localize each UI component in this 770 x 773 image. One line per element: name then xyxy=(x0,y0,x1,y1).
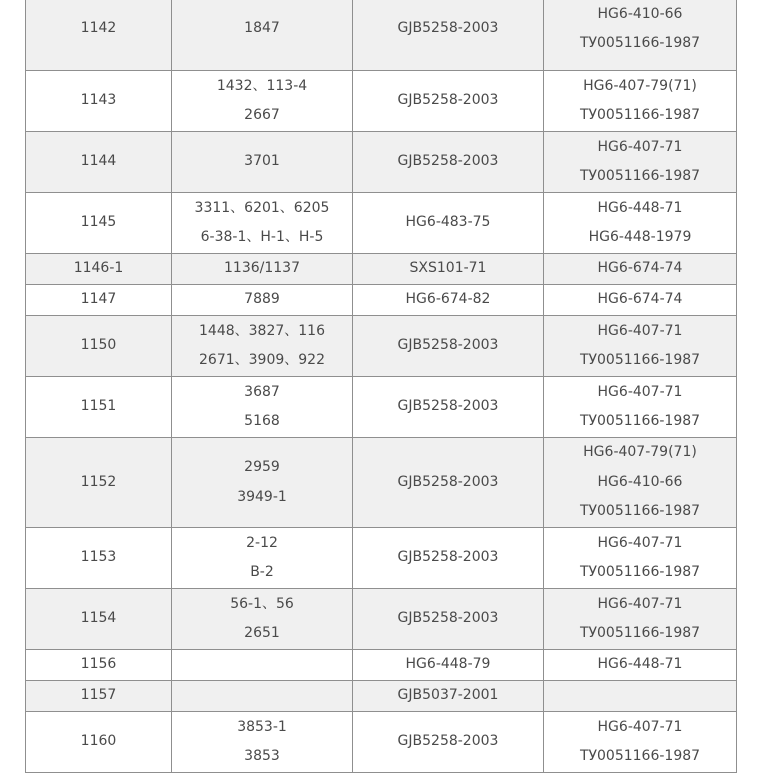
row-number: 1154 xyxy=(80,610,117,627)
table-row xyxy=(26,254,737,285)
grade-cell xyxy=(172,650,353,681)
reference-cell xyxy=(544,71,737,132)
standard-line: HG6-483-75 xyxy=(405,214,491,231)
standard-cell xyxy=(353,0,544,71)
reference-line: HG6-674-74 xyxy=(597,291,683,308)
standard-line: HG6-448-79 xyxy=(405,656,491,673)
row-number: 1147 xyxy=(80,291,117,308)
grade-cell xyxy=(172,681,353,712)
standard-line: GJB5258-2003 xyxy=(397,20,499,37)
standard-line: GJB5258-2003 xyxy=(397,473,499,490)
no-cell xyxy=(26,316,172,377)
reference-cell xyxy=(544,438,737,528)
reference-line: HG6-407-71 xyxy=(597,383,683,400)
standard-line: SXS101-71 xyxy=(409,260,487,277)
reference-line: HG6-674-74 xyxy=(597,260,683,277)
standard-cell xyxy=(353,71,544,132)
reference-cell xyxy=(544,377,737,438)
table-row xyxy=(26,132,737,193)
reference-cell xyxy=(544,193,737,254)
row-number: 1152 xyxy=(80,473,117,490)
grade-line: 2651 xyxy=(244,625,280,641)
table-row xyxy=(26,438,737,528)
standard-cell xyxy=(353,438,544,528)
grade-line: 2671、3909、922 xyxy=(199,352,325,368)
reference-line: HG6-407-79(71) xyxy=(583,77,697,94)
no-cell xyxy=(26,438,172,528)
row-number: 1142 xyxy=(80,20,117,37)
reference-line: HG6-407-71 xyxy=(597,322,683,339)
no-cell xyxy=(26,285,172,316)
standard-line: GJB5258-2003 xyxy=(397,92,499,109)
reference-cell xyxy=(544,254,737,285)
grade-line: 2667 xyxy=(244,107,280,123)
standard-cell xyxy=(353,650,544,681)
row-number: 1151 xyxy=(80,398,117,415)
standard-line: GJB5258-2003 xyxy=(397,610,499,627)
reference-line: HG6-410-66 xyxy=(597,5,683,22)
reference-line: HG6-448-1979 xyxy=(588,229,692,245)
grade-cell xyxy=(172,71,353,132)
reference-cell xyxy=(544,316,737,377)
grade-cell xyxy=(172,528,353,589)
standard-cell xyxy=(353,316,544,377)
reference-cell xyxy=(544,528,737,589)
standard-line: GJB5258-2003 xyxy=(397,337,499,354)
no-cell xyxy=(26,528,172,589)
reference-line: HG6-407-71 xyxy=(597,138,683,155)
reference-line: ТУ0051166-1987 xyxy=(579,352,701,368)
reference-line: ТУ0051166-1987 xyxy=(579,35,701,51)
standard-cell xyxy=(353,712,544,773)
row-number: 1143 xyxy=(80,92,117,109)
table-row xyxy=(26,316,737,377)
grade-line: B-2 xyxy=(250,564,274,580)
table-row xyxy=(26,712,737,773)
spec-table-body xyxy=(26,0,737,773)
no-cell xyxy=(26,0,172,71)
grade-cell xyxy=(172,132,353,193)
spec-table-wrapper xyxy=(25,0,736,773)
grade-cell xyxy=(172,285,353,316)
grade-cell xyxy=(172,316,353,377)
grade-cell xyxy=(172,712,353,773)
standard-cell xyxy=(353,377,544,438)
reference-cell xyxy=(544,132,737,193)
reference-line: ТУ0051166-1987 xyxy=(579,503,701,520)
no-cell xyxy=(26,681,172,712)
reference-cell xyxy=(544,650,737,681)
reference-line: ТУ0051166-1987 xyxy=(579,748,701,764)
grade-line: 3853-1 xyxy=(237,718,287,735)
standard-cell xyxy=(353,681,544,712)
grade-line: 7889 xyxy=(244,291,280,308)
grade-cell xyxy=(172,589,353,650)
standard-cell xyxy=(353,193,544,254)
reference-line: HG6-407-71 xyxy=(597,595,683,612)
no-cell xyxy=(26,254,172,285)
reference-line: HG6-448-71 xyxy=(597,656,683,673)
row-number: 1160 xyxy=(80,733,117,750)
row-number: 1145 xyxy=(80,214,117,231)
grade-line: 6-38-1、H-1、H-5 xyxy=(200,229,324,245)
standard-line: GJB5258-2003 xyxy=(397,398,499,415)
grade-line: 3687 xyxy=(244,383,280,400)
table-row xyxy=(26,681,737,712)
reference-line: HG6-407-79(71) xyxy=(583,444,697,461)
reference-line: HG6-407-71 xyxy=(597,534,683,551)
grade-line: 2-12 xyxy=(246,534,278,551)
standard-cell xyxy=(353,589,544,650)
table-row xyxy=(26,193,737,254)
table-row xyxy=(26,589,737,650)
grade-line: 5168 xyxy=(244,413,280,429)
row-number: 1144 xyxy=(80,153,117,170)
standard-cell xyxy=(353,528,544,589)
table-row xyxy=(26,528,737,589)
grade-line: 3701 xyxy=(244,153,280,170)
reference-line: ТУ0051166-1987 xyxy=(579,564,701,580)
row-number: 1150 xyxy=(80,337,117,354)
standard-line: HG6-674-82 xyxy=(405,291,491,308)
standard-cell xyxy=(353,132,544,193)
no-cell xyxy=(26,650,172,681)
reference-line: HG6-410-66 xyxy=(597,473,683,490)
grade-line: 3949-1 xyxy=(237,488,287,505)
reference-line: HG6-448-71 xyxy=(597,199,683,216)
standard-line: GJB5258-2003 xyxy=(397,733,499,750)
no-cell xyxy=(26,589,172,650)
grade-cell xyxy=(172,0,353,71)
reference-cell xyxy=(544,681,737,712)
table-row xyxy=(26,650,737,681)
row-number: 1153 xyxy=(80,549,117,566)
grade-cell xyxy=(172,254,353,285)
reference-cell xyxy=(544,285,737,316)
no-cell xyxy=(26,377,172,438)
standard-cell xyxy=(353,285,544,316)
no-cell xyxy=(26,712,172,773)
reference-cell xyxy=(544,589,737,650)
grade-line: 3311、6201、6205 xyxy=(194,199,330,216)
grade-line: 2959 xyxy=(244,459,280,475)
row-number: 1157 xyxy=(80,687,117,704)
row-number: 1156 xyxy=(80,656,117,673)
standard-line: GJB5037-2001 xyxy=(397,687,499,704)
row-number: 1146-1 xyxy=(73,260,124,277)
standard-line: GJB5258-2003 xyxy=(397,153,499,170)
standard-cell xyxy=(353,254,544,285)
no-cell xyxy=(26,193,172,254)
reference-line: ТУ0051166-1987 xyxy=(579,413,701,429)
reference-line: ТУ0051166-1987 xyxy=(579,107,701,123)
reference-cell xyxy=(544,712,737,773)
reference-line: ТУ0051166-1987 xyxy=(579,625,701,641)
grade-cell xyxy=(172,438,353,528)
grade-cell xyxy=(172,377,353,438)
grade-line: 56-1、56 xyxy=(230,595,294,612)
reference-cell xyxy=(544,0,737,71)
grade-line: 3853 xyxy=(244,748,280,764)
grade-cell xyxy=(172,193,353,254)
grade-line: 1136/1137 xyxy=(224,260,300,277)
no-cell xyxy=(26,71,172,132)
grade-line: 1847 xyxy=(244,20,280,37)
grade-line: 1448、3827、116 xyxy=(199,322,325,339)
standard-line: GJB5258-2003 xyxy=(397,549,499,566)
table-row xyxy=(26,285,737,316)
table-row xyxy=(26,377,737,438)
spec-table xyxy=(25,0,737,773)
table-row xyxy=(26,71,737,132)
grade-line: 1432、113-4 xyxy=(216,77,308,94)
reference-line: ТУ0051166-1987 xyxy=(579,168,701,184)
no-cell xyxy=(26,132,172,193)
reference-line: HG6-407-71 xyxy=(597,718,683,735)
table-row xyxy=(26,0,737,71)
